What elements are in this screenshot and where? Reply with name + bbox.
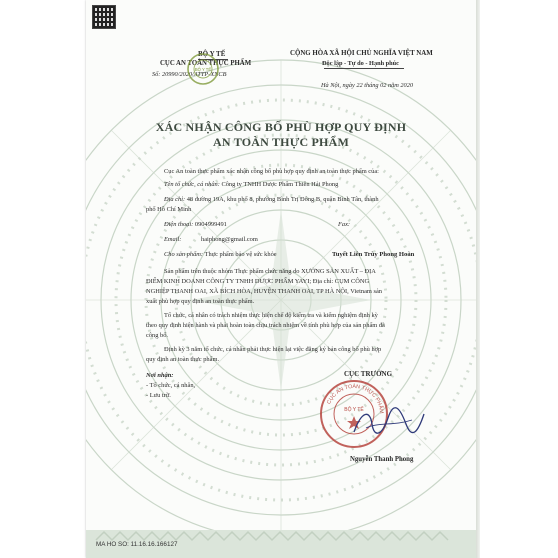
qr-code-icon bbox=[92, 5, 116, 29]
address-row bbox=[164, 195, 379, 205]
paragraph-3-line-2: quy định an toàn thực phẩm. bbox=[146, 356, 220, 363]
product-row bbox=[164, 250, 277, 260]
file-code: MA HO SO: 11.16.16.166127 bbox=[96, 541, 178, 548]
signer-role: CỤC TRƯỞNG bbox=[344, 370, 393, 378]
phone-row bbox=[164, 220, 227, 230]
address-line-1: 48 đường 19A, khu phố 8, phường Bình Trị Đông B, quận Bình Tân, thành bbox=[186, 196, 379, 203]
document-title-line-2: AN TOÀN THỰC PHẨM bbox=[213, 135, 349, 149]
republic-motto: Độc lập - Tự do - Hạnh phúc bbox=[322, 60, 399, 67]
document-number: Số: 20990/2020/ATTP-XNCB bbox=[152, 71, 227, 78]
handwritten-signature bbox=[348, 402, 428, 442]
paragraph-1-line-4: xuất phù hợp quy định an toàn thực phẩm. bbox=[146, 298, 255, 305]
organization-label: Tên tổ chức, cá nhân: bbox=[164, 181, 220, 188]
motto-underline bbox=[324, 68, 404, 69]
email-label: Email: bbox=[164, 236, 182, 243]
republic-name: CỘNG HÒA XÃ HỘI CHỦ NGHĨA VIỆT NAM bbox=[290, 50, 433, 57]
product-name: Tuyết Liên Trùy Phong Hoàn bbox=[332, 251, 415, 258]
paragraph-2-line-2: theo quy định hiện hành và phải hoàn toàn chịu trách nhiệm về tính phù hợp của sản phẩm đã bbox=[146, 322, 385, 329]
paragraph-3-line-1: Định kỳ 3 năm tổ chức, cá nhân phải thực hiện lại việc đăng ký bản công bố phù hợp bbox=[164, 346, 382, 353]
signer-name: Nguyễn Thanh Phong bbox=[350, 456, 414, 463]
ministry-name: BỘ Y TẾ bbox=[198, 50, 226, 58]
intro-text: Cục An toàn thực phẩm xác nhận công bố phù hợp quy định an toàn thực phẩm của: bbox=[164, 168, 379, 175]
document-title-line-1: XÁC NHẬN CÔNG BỐ PHÙ HỢP QUY ĐỊNH bbox=[155, 120, 407, 134]
phone-value: 0904999491 bbox=[194, 221, 227, 228]
seal-ring-text: CỤC AN TOÀN THỰC PHẨM bbox=[326, 383, 385, 414]
email-value: haiphong@gmail.com bbox=[201, 236, 258, 243]
address-line-2: phố Hồ Chí Minh bbox=[146, 206, 192, 213]
paragraph-2-line-1: Tổ chức, cá nhân có trách nhiệm thực hiện chế độ kiểm tra và kiểm nghiệm định kỳ bbox=[164, 312, 378, 319]
place-and-date: Hà Nội, ngày 22 tháng 02 năm 2020 bbox=[321, 82, 414, 89]
organization-row bbox=[164, 180, 338, 190]
page-edge bbox=[476, 0, 480, 558]
recipients-label: Nơi nhận: bbox=[146, 372, 174, 379]
product-value: Thực phẩm bảo vệ sức khỏe bbox=[204, 251, 277, 258]
small-agency-seal bbox=[186, 52, 220, 86]
paragraph-1-line-2: ĐIỂM KINH DOANH CÔNG TY TNHH DƯỢC PHẨM YAYI; Địa chỉ: CỤM CÔNG bbox=[146, 278, 370, 285]
small-seal-label: BỘ Y TẾ bbox=[194, 67, 212, 72]
paragraph-2-line-3: công bố. bbox=[146, 332, 169, 339]
product-label: Cho sản phẩm: bbox=[164, 251, 204, 258]
recipient-item-1: - Tổ chức, cá nhân, bbox=[146, 382, 196, 389]
paragraph-1-line-3: NGHIỆP THANH OAI, XÃ BÍCH HÒA, HUYỆN THANH OAI, TP HÀ NỘI, Vietnam sản bbox=[146, 288, 382, 295]
organization-value: Công ty TNHH Dược Phẩm Thiên Hải Phong bbox=[221, 181, 339, 188]
address-label: Địa chỉ: bbox=[164, 196, 186, 203]
seal-center-text: BỘ Y TẾ bbox=[344, 407, 364, 413]
fax-label: Fax: bbox=[338, 221, 351, 228]
email-row bbox=[164, 235, 258, 245]
recipient-item-2: - Lưu trữ. bbox=[146, 392, 171, 399]
document-sheet bbox=[86, 0, 476, 558]
agency-name: CỤC AN TOÀN THỰC PHẨM bbox=[160, 60, 252, 67]
phone-label: Điện thoại: bbox=[164, 221, 194, 228]
paragraph-1-line-1: Sản phẩm trên thuộc nhóm Thực phẩm chức năng do XƯỞNG SẢN XUẤT – ĐỊA bbox=[164, 268, 376, 275]
